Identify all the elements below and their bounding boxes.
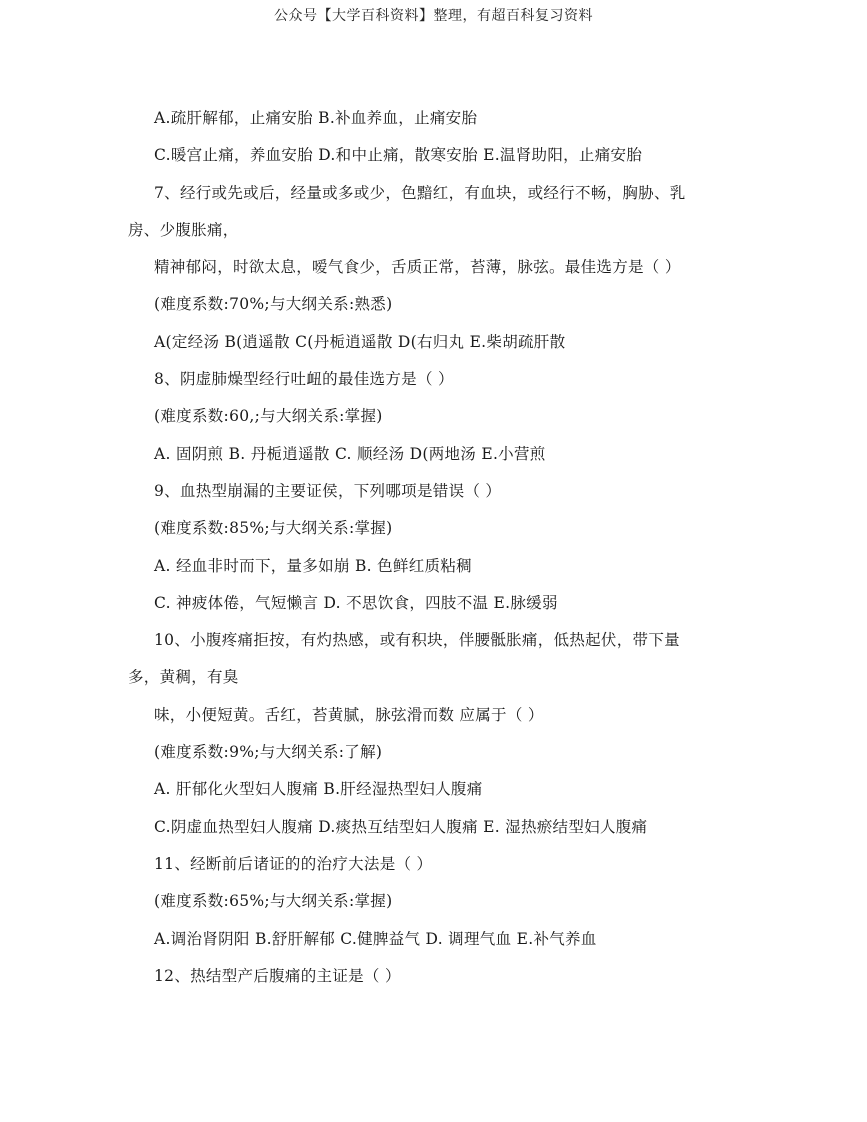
question-line: 味，小便短黄。舌红，苔黄腻，脉弦滑而数 应属于（ ）	[154, 705, 544, 724]
question-line: 8、阴虚肺燥型经行吐衄的最佳选方是（ ）	[154, 370, 454, 389]
answer-options: C. 神疲体倦，气短懒言 D. 不思饮食，四肢不温 E.脉缓弱	[154, 593, 558, 612]
text-line: A.疏肝解郁，止痛安胎 B.补血养血，止痛安胎	[154, 109, 478, 127]
text-line: C.暖宫止痛，养血安胎 D.和中止痛，散寒安胎 E.温肾助阳，止痛安胎	[154, 146, 643, 165]
question-continuation: 房、少腹胀痛，	[128, 220, 239, 239]
difficulty-note: (难度系数:60,;与大纲关系:掌握)	[154, 407, 383, 426]
question-line: 精神郁闷，时欲太息，嗳气食少，舌质正常，苔薄，脉弦。最佳选方是（ ）	[154, 258, 681, 277]
question-line: 9、血热型崩漏的主要证侯，下列哪项是错误（ ）	[154, 481, 502, 500]
question-line: 11、经断前后诸证的的治疗大法是（ ）	[154, 854, 433, 873]
answer-options: A. 经血非时而下，量多如崩 B. 色鲜红质粘稠	[154, 556, 472, 575]
difficulty-note: (难度系数:9%;与大纲关系:了解)	[154, 743, 383, 762]
document-body	[128, 100, 728, 995]
question-line: 10、小腹疼痛拒按，有灼热感，或有积块，伴腰骶胀痛，低热起伏，带下量	[154, 631, 680, 650]
question-continuation: 多，黄稠，有臭	[128, 668, 239, 687]
answer-options: A.调治肾阴阳 B.舒肝解郁 C.健脾益气 D. 调理气血 E.补气养血	[154, 929, 597, 948]
answer-options: A(定经汤 B(逍遥散 C(丹栀逍遥散 D(右归丸 E.柴胡疏肝散	[154, 332, 566, 351]
difficulty-note: (难度系数:70%;与大纲关系:熟悉)	[154, 295, 393, 314]
question-line: 7、经行或先或后，经量或多或少，色黯红，有血块，或经行不畅，胸胁、乳	[154, 183, 686, 202]
answer-options: A. 固阴煎 B. 丹栀逍遥散 C. 顺经汤 D(两地汤 E.小营煎	[154, 444, 546, 463]
answer-options: C.阴虚血热型妇人腹痛 D.痰热互结型妇人腹痛 E. 湿热瘀结型妇人腹痛	[154, 817, 648, 836]
question-line: 12、热结型产后腹痛的主证是（ ）	[154, 966, 401, 985]
page-header: 公众号【大学百科资料】整理，有超百科复习资料	[274, 8, 593, 24]
difficulty-note: (难度系数:65%;与大纲关系:掌握)	[154, 892, 393, 911]
answer-options: A. 肝郁化火型妇人腹痛 B.肝经湿热型妇人腹痛	[154, 780, 483, 799]
difficulty-note: (难度系数:85%;与大纲关系:掌握)	[154, 519, 393, 538]
